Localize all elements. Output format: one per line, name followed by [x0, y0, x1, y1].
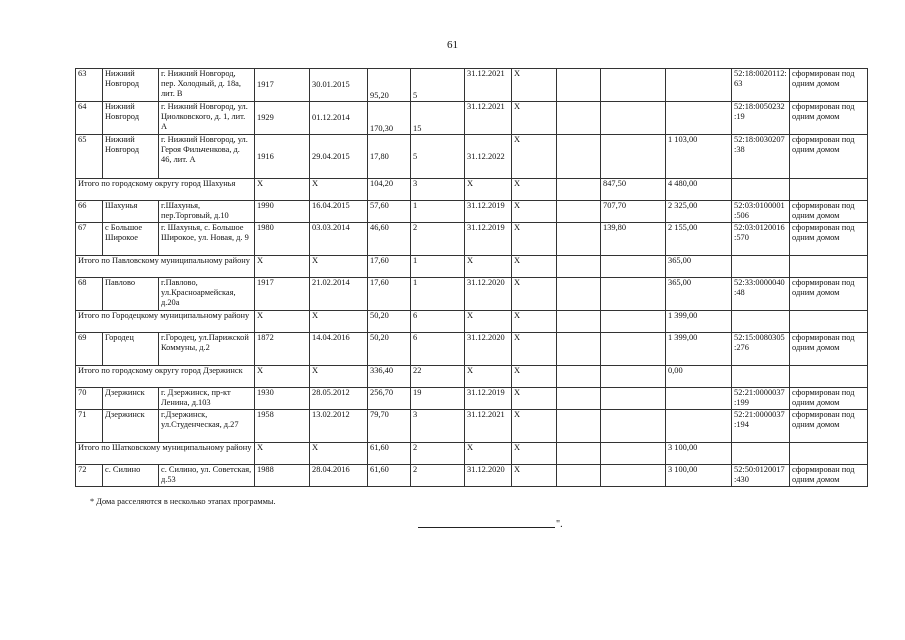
- cell-date: X: [310, 256, 368, 278]
- cell-residents: 3: [411, 179, 465, 201]
- cell-note: сформирован под одним домом: [790, 135, 868, 179]
- cell-note: сформирован под одним домом: [790, 201, 868, 223]
- cell-c11: [601, 102, 666, 135]
- cell-year: X: [255, 179, 310, 201]
- cell-address: г.Шахунья, пер.Торговый, д.10: [159, 201, 255, 223]
- cell-cadastral: [732, 443, 790, 465]
- cell-no: 68: [76, 278, 103, 311]
- cell-c11: [601, 256, 666, 278]
- cell-area: 61,60: [368, 443, 411, 465]
- cell-city: Городец: [103, 333, 159, 366]
- cell-c9: X: [512, 465, 557, 487]
- cell-note: сформирован под одним домом: [790, 333, 868, 366]
- cell-no: 65: [76, 135, 103, 179]
- cell-address: г. Нижний Новгород, пер. Холодный, д. 18а, лит. В: [159, 69, 255, 102]
- cell-year: 1990: [255, 201, 310, 223]
- cell-residents: 5: [411, 69, 465, 102]
- cell-area: 95,20: [368, 69, 411, 102]
- table-row: [76, 465, 868, 487]
- cell-c10: [557, 278, 601, 311]
- cell-c10: [557, 135, 601, 179]
- cell-c12: 3 100,00: [666, 443, 732, 465]
- cell-area: 256,70: [368, 388, 411, 410]
- cell-no: 63: [76, 69, 103, 102]
- table-row: [76, 201, 868, 223]
- cell-area: 170,30: [368, 102, 411, 135]
- cell-date: 13.02.2012: [310, 410, 368, 443]
- cell-c11: 707,70: [601, 201, 666, 223]
- cell-c9: X: [512, 366, 557, 388]
- cell-residents: 1: [411, 256, 465, 278]
- cell-no: 67: [76, 223, 103, 256]
- cell-term: 31.12.2020: [465, 465, 512, 487]
- cell-c12: 1 103,00: [666, 135, 732, 179]
- cell-c12: 2 325,00: [666, 201, 732, 223]
- cell-city: с Большое Широкое: [103, 223, 159, 256]
- table-total-row: [76, 443, 868, 465]
- cell-term: 31.12.2019: [465, 388, 512, 410]
- cell-c11: [601, 135, 666, 179]
- cell-year: 1929: [255, 102, 310, 135]
- cell-address: с. Силино, ул. Советская, д.53: [159, 465, 255, 487]
- cell-c11: [601, 410, 666, 443]
- cell-c12: 4 480,00: [666, 179, 732, 201]
- cell-area: 17,60: [368, 256, 411, 278]
- cell-label: Итого по городскому округу город Дзержинск: [76, 366, 255, 388]
- cell-cadastral: 52:18:0030207:38: [732, 135, 790, 179]
- table-body: [76, 69, 868, 487]
- cell-cadastral: 52:21:0000037:199: [732, 388, 790, 410]
- cell-no: 69: [76, 333, 103, 366]
- cell-c9: X: [512, 388, 557, 410]
- cell-area: 17,80: [368, 135, 411, 179]
- cell-area: 79,70: [368, 410, 411, 443]
- cell-no: 71: [76, 410, 103, 443]
- cell-city: Павлово: [103, 278, 159, 311]
- cell-c11: [601, 69, 666, 102]
- cell-residents: 6: [411, 311, 465, 333]
- cell-note: сформирован под одним домом: [790, 388, 868, 410]
- cell-date: 21.02.2014: [310, 278, 368, 311]
- cell-city: Нижний Новгород: [103, 102, 159, 135]
- cell-c9: X: [512, 135, 557, 179]
- cell-note: [790, 179, 868, 201]
- cell-area: 336,40: [368, 366, 411, 388]
- cell-city: Нижний Новгород: [103, 69, 159, 102]
- cell-c10: [557, 311, 601, 333]
- cell-cadastral: [732, 256, 790, 278]
- cell-label: Итого по городскому округу город Шахунья: [76, 179, 255, 201]
- cell-term: X: [465, 311, 512, 333]
- cell-term: 31.12.2019: [465, 223, 512, 256]
- cell-year: 1917: [255, 278, 310, 311]
- cell-residents: 1: [411, 201, 465, 223]
- cell-c10: [557, 179, 601, 201]
- cell-term: X: [465, 443, 512, 465]
- cell-note: сформирован под одним домом: [790, 278, 868, 311]
- cell-date: 01.12.2014: [310, 102, 368, 135]
- cell-c9: X: [512, 443, 557, 465]
- cell-note: [790, 366, 868, 388]
- cell-c10: [557, 443, 601, 465]
- cell-cadastral: 52:03:0120016:570: [732, 223, 790, 256]
- cell-c9: X: [512, 333, 557, 366]
- cell-c11: [601, 465, 666, 487]
- cell-year: X: [255, 443, 310, 465]
- cell-no: 66: [76, 201, 103, 223]
- cell-date: 16.04.2015: [310, 201, 368, 223]
- cell-no: 70: [76, 388, 103, 410]
- cell-label: Итого по Шатковскому муниципальному району: [76, 443, 255, 465]
- cell-area: 46,60: [368, 223, 411, 256]
- cell-c10: [557, 102, 601, 135]
- cell-c12: 365,00: [666, 256, 732, 278]
- cell-c12: [666, 102, 732, 135]
- cell-city: Шахунья: [103, 201, 159, 223]
- cell-cadastral: 52:18:0020112:63: [732, 69, 790, 102]
- cell-term: 31.12.2021: [465, 69, 512, 102]
- cell-address: г. Нижний Новгород, ул. Героя Фильченкова, д. 46, лит. А: [159, 135, 255, 179]
- cell-c11: [601, 311, 666, 333]
- cell-area: 61,60: [368, 465, 411, 487]
- cell-residents: 19: [411, 388, 465, 410]
- cell-year: 1980: [255, 223, 310, 256]
- cell-cadastral: 52:18:0050232:19: [732, 102, 790, 135]
- cell-date: 30.01.2015: [310, 69, 368, 102]
- table-row: [76, 388, 868, 410]
- cell-city: с. Силино: [103, 465, 159, 487]
- cell-city: Дзержинск: [103, 410, 159, 443]
- cell-note: [790, 311, 868, 333]
- cell-c9: X: [512, 102, 557, 135]
- cell-note: сформирован под одним домом: [790, 102, 868, 135]
- cell-cadastral: 52:33:0000040:48: [732, 278, 790, 311]
- cell-year: 1872: [255, 333, 310, 366]
- cell-residents: 2: [411, 465, 465, 487]
- cell-address: г.Городец, ул.Парижской Коммуны, д.2: [159, 333, 255, 366]
- cell-c9: X: [512, 69, 557, 102]
- cell-c10: [557, 201, 601, 223]
- cell-cadastral: [732, 311, 790, 333]
- table-row: [76, 223, 868, 256]
- cell-address: г.Дзержинск, ул.Студенческая, д.27: [159, 410, 255, 443]
- cell-c12: [666, 69, 732, 102]
- cell-term: 31.12.2021: [465, 102, 512, 135]
- cell-residents: 15: [411, 102, 465, 135]
- cell-year: 1958: [255, 410, 310, 443]
- table-total-row: [76, 366, 868, 388]
- cell-no: 72: [76, 465, 103, 487]
- cell-date: X: [310, 443, 368, 465]
- cell-note: [790, 256, 868, 278]
- cell-c10: [557, 366, 601, 388]
- cell-term: 31.12.2022: [465, 135, 512, 179]
- table-row: [76, 278, 868, 311]
- cell-note: сформирован под одним домом: [790, 465, 868, 487]
- cell-date: X: [310, 179, 368, 201]
- cell-c9: X: [512, 278, 557, 311]
- cell-c10: [557, 410, 601, 443]
- cell-address: г. Нижний Новгород, ул. Циолковского, д. 1, лит. А: [159, 102, 255, 135]
- cell-c9: X: [512, 256, 557, 278]
- cell-residents: 5: [411, 135, 465, 179]
- cell-c9: X: [512, 179, 557, 201]
- cell-c11: 847,50: [601, 179, 666, 201]
- cell-area: 104,20: [368, 179, 411, 201]
- cell-term: 31.12.2020: [465, 333, 512, 366]
- cell-c12: 3 100,00: [666, 465, 732, 487]
- cell-cadastral: 52:21:0000037:194: [732, 410, 790, 443]
- footnote: * Дома расселяются в несколько этапах программы.: [90, 497, 276, 506]
- cell-date: X: [310, 366, 368, 388]
- cell-area: 50,20: [368, 311, 411, 333]
- cell-year: 1917: [255, 69, 310, 102]
- table-row: [76, 102, 868, 135]
- cell-c12: 1 399,00: [666, 311, 732, 333]
- cell-date: X: [310, 311, 368, 333]
- cell-label: Итого по Павловскому муниципальному району: [76, 256, 255, 278]
- cell-no: 64: [76, 102, 103, 135]
- cell-address: г. Дзержинск, пр-кт Ленина, д.103: [159, 388, 255, 410]
- cell-area: 50,20: [368, 333, 411, 366]
- cell-c10: [557, 465, 601, 487]
- cell-city: Нижний Новгород: [103, 135, 159, 179]
- cell-residents: 22: [411, 366, 465, 388]
- cell-year: X: [255, 366, 310, 388]
- table-row: [76, 135, 868, 179]
- cell-term: X: [465, 256, 512, 278]
- cell-residents: 1: [411, 278, 465, 311]
- cell-area: 17,60: [368, 278, 411, 311]
- cell-date: 03.03.2014: [310, 223, 368, 256]
- table-row: [76, 69, 868, 102]
- cell-area: 57,60: [368, 201, 411, 223]
- cell-residents: 2: [411, 223, 465, 256]
- cell-residents: 3: [411, 410, 465, 443]
- cell-label: Итого по Городецкому муниципальному району: [76, 311, 255, 333]
- cell-cadastral: [732, 366, 790, 388]
- cell-c10: [557, 388, 601, 410]
- cell-c9: X: [512, 201, 557, 223]
- cell-note: сформирован под одним домом: [790, 69, 868, 102]
- cell-year: 1930: [255, 388, 310, 410]
- cell-cadastral: 52:03:0100001:506: [732, 201, 790, 223]
- cell-c12: 2 155,00: [666, 223, 732, 256]
- signature-line: [418, 527, 555, 528]
- cell-c11: [601, 278, 666, 311]
- cell-note: [790, 443, 868, 465]
- cell-c10: [557, 256, 601, 278]
- cell-c10: [557, 223, 601, 256]
- cell-year: 1988: [255, 465, 310, 487]
- cell-c11: [601, 333, 666, 366]
- cell-c11: [601, 366, 666, 388]
- cell-c9: X: [512, 311, 557, 333]
- cell-c11: 139,80: [601, 223, 666, 256]
- cell-c12: 0,00: [666, 366, 732, 388]
- page-number: 61: [447, 39, 458, 51]
- table-row: [76, 333, 868, 366]
- cell-city: Дзержинск: [103, 388, 159, 410]
- cell-address: г. Шахунья, с. Большое Широкое, ул. Новая, д. 9: [159, 223, 255, 256]
- cell-c12: 1 399,00: [666, 333, 732, 366]
- closing-quote-mark: ".: [556, 519, 563, 530]
- cell-c10: [557, 69, 601, 102]
- cell-residents: 6: [411, 333, 465, 366]
- cell-c10: [557, 333, 601, 366]
- cell-c12: 365,00: [666, 278, 732, 311]
- cell-c9: X: [512, 410, 557, 443]
- cell-year: X: [255, 311, 310, 333]
- cell-cadastral: [732, 179, 790, 201]
- cell-date: 28.05.2012: [310, 388, 368, 410]
- housing-register-table: [75, 68, 868, 487]
- cell-term: 31.12.2021: [465, 410, 512, 443]
- table-total-row: [76, 256, 868, 278]
- cell-date: 29.04.2015: [310, 135, 368, 179]
- cell-term: X: [465, 179, 512, 201]
- cell-year: 1916: [255, 135, 310, 179]
- cell-c12: [666, 410, 732, 443]
- cell-c11: [601, 443, 666, 465]
- cell-date: 28.04.2016: [310, 465, 368, 487]
- cell-note: сформирован под одним домом: [790, 410, 868, 443]
- cell-year: X: [255, 256, 310, 278]
- cell-cadastral: 52:50:0120017:430: [732, 465, 790, 487]
- cell-c11: [601, 388, 666, 410]
- cell-c9: X: [512, 223, 557, 256]
- cell-address: г.Павлово, ул.Красноармейская, д.20а: [159, 278, 255, 311]
- table-row: [76, 410, 868, 443]
- cell-term: 31.12.2020: [465, 278, 512, 311]
- cell-c12: [666, 388, 732, 410]
- cell-cadastral: 52:15:0080305:276: [732, 333, 790, 366]
- cell-term: 31.12.2019: [465, 201, 512, 223]
- cell-date: 14.04.2016: [310, 333, 368, 366]
- cell-note: сформирован под одним домом: [790, 223, 868, 256]
- table-total-row: [76, 179, 868, 201]
- cell-residents: 2: [411, 443, 465, 465]
- table-total-row: [76, 311, 868, 333]
- cell-term: X: [465, 366, 512, 388]
